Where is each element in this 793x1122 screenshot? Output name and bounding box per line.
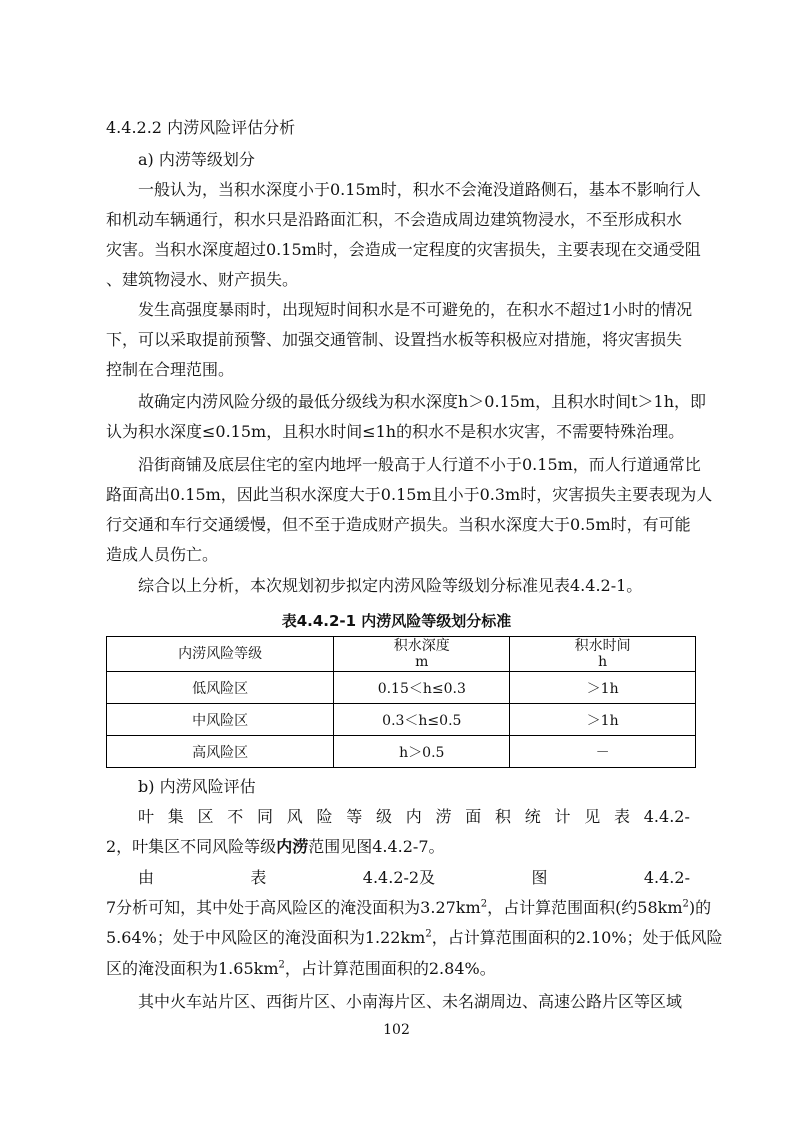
table-row (107, 736, 696, 768)
cell-time: ＞1h (510, 704, 696, 736)
page-number: 102 (383, 1022, 410, 1038)
paragraph-line: 沿街商铺及底层住宅的室内地坪一般高于人行道不小于0.15m，而人行道通常比 (138, 455, 701, 474)
text-token: 级 (376, 807, 393, 826)
text-token: 见 (584, 807, 601, 826)
paragraph-line: 和机动车辆通行，积水只是沿路面汇积，不会造成周边建筑物浸水，不至形成积水 (106, 210, 683, 229)
text-run: ，占计算范围面积(约58km (487, 898, 683, 917)
text-token: 统 (524, 807, 541, 826)
text-token: 4.4.2- (643, 868, 690, 887)
superscript: 2 (480, 898, 488, 910)
header-unit: h (598, 654, 608, 670)
text-token: 等 (346, 807, 363, 826)
text-token: 由 (138, 868, 155, 887)
cell-level: 中风险区 (107, 704, 334, 736)
subsection-b-heading: b) 内涝风险评估 (138, 777, 256, 796)
text-run: 5.64%；处于中风险区的淹没面积为1.22km (106, 928, 426, 947)
cell-time: － (510, 736, 696, 768)
justified-line (138, 868, 690, 888)
text-run: ，占计算范围面积的2.84%。 (284, 959, 496, 978)
table-row (107, 672, 696, 704)
superscript: 2 (682, 898, 689, 910)
table-header-row (107, 637, 696, 672)
text-token: 风 (286, 807, 303, 826)
paragraph-line (106, 959, 496, 979)
paragraph-line: 一般认为，当积水深度小于0.15m时，积水不会淹没道路侧石，基本不影响行人 (138, 180, 701, 199)
header-label: 积水深度 (393, 638, 450, 654)
text-token: 同 (257, 807, 274, 826)
text-token: 4.4.2-2及 (362, 868, 436, 887)
cell-level: 低风险区 (107, 672, 334, 704)
header-time (510, 637, 696, 672)
paragraph-line: 故确定内涝风险分级的最低分级线为积水深度h＞0.15m，且积水时间t＞1h，即 (138, 392, 707, 411)
paragraph-line (106, 837, 445, 857)
cell-level: 高风险区 (107, 736, 334, 768)
section-title: 4.4.2.2 内涝风险评估分析 (106, 118, 296, 137)
header-unit: m (415, 654, 429, 670)
table-row (107, 704, 696, 736)
paragraph-line: 、建筑物浸水、财产损失。 (106, 270, 299, 289)
paragraph-line (106, 928, 723, 948)
paragraph-line: 灾害。当积水深度超过0.15m时，会造成一定程度的灾害损失，主要表现在交通受阻 (106, 240, 701, 259)
text-run: 7分析可知，其中处于高风险区的淹没面积为3.27km (106, 898, 481, 917)
text-token: 涝 (435, 807, 452, 826)
header-label: 内涝风险等级 (178, 646, 263, 662)
text-token: 不 (227, 807, 244, 826)
paragraph-line: 路面高出0.15m，因此当积水深度大于0.15m且小于0.3m时，灾害损失主要表现为人 (106, 485, 713, 504)
text-run: )的 (688, 898, 712, 917)
superscript: 2 (278, 959, 285, 971)
cell-time: ＞1h (510, 672, 696, 704)
paragraph-line: 下，可以采取提前预警、加强交通管制、设置挡水板等积极应对措施，将灾害损失 (106, 330, 683, 349)
table-caption: 表4.4.2-1 内涝风险等级划分标准 (281, 612, 512, 630)
text-token: 表 (614, 807, 631, 826)
text-run: 范围见图4.4.2-7。 (308, 837, 445, 856)
paragraph-line: 综合以上分析，本次规划初步拟定内涝风险等级划分标准见表4.4.2-1。 (138, 576, 643, 595)
text-token: 积 (495, 807, 512, 826)
text-token: 内 (405, 807, 422, 826)
header-label: 积水时间 (574, 638, 631, 654)
text-token: 险 (316, 807, 333, 826)
header-depth (334, 637, 510, 672)
superscript: 2 (425, 928, 432, 940)
paragraph-line: 造成人员伤亡。 (106, 545, 219, 564)
subsection-a-heading: a) 内涝等级划分 (138, 150, 255, 169)
justified-line (138, 807, 690, 827)
paragraph-line (106, 898, 711, 918)
text-token: 计 (554, 807, 571, 826)
risk-level-table (106, 636, 696, 768)
text-token: 集 (167, 807, 184, 826)
text-token: 叶 (138, 807, 155, 826)
text-run: 区的淹没面积为1.65km (106, 959, 279, 978)
text-run: 2，叶集区不同风险等级 (106, 837, 277, 856)
paragraph-line: 认为积水深度≤0.15m，且积水时间≤1h的积水不是积水灾害，不需要特殊治理。 (106, 422, 685, 441)
cell-depth: 0.3＜h≤0.5 (334, 704, 510, 736)
paragraph-line: 控制在合理范围。 (106, 360, 235, 379)
bold-text-run: 内涝 (276, 837, 309, 856)
text-token: 面 (465, 807, 482, 826)
text-token: 4.4.2- (643, 807, 690, 826)
cell-depth: h＞0.5 (334, 736, 510, 768)
paragraph-line: 其中火车站片区、西街片区、小南海片区、未名湖周边、高速公路片区等区域 (138, 992, 683, 1011)
text-token: 图 (531, 868, 548, 887)
text-run: ，占计算范围面积的2.10%；处于低风险 (431, 928, 723, 947)
header-level (107, 637, 334, 672)
paragraph-line: 发生高强度暴雨时，出现短时间积水是不可避免的，在积水不超过1小时的情况 (138, 300, 693, 319)
paragraph-line: 行交通和车行交通缓慢，但不至于造成财产损失。当积水深度大于0.5m时，有可能 (106, 515, 691, 534)
text-token: 表 (250, 868, 267, 887)
cell-depth: 0.15＜h≤0.3 (334, 672, 510, 704)
text-token: 区 (197, 807, 214, 826)
